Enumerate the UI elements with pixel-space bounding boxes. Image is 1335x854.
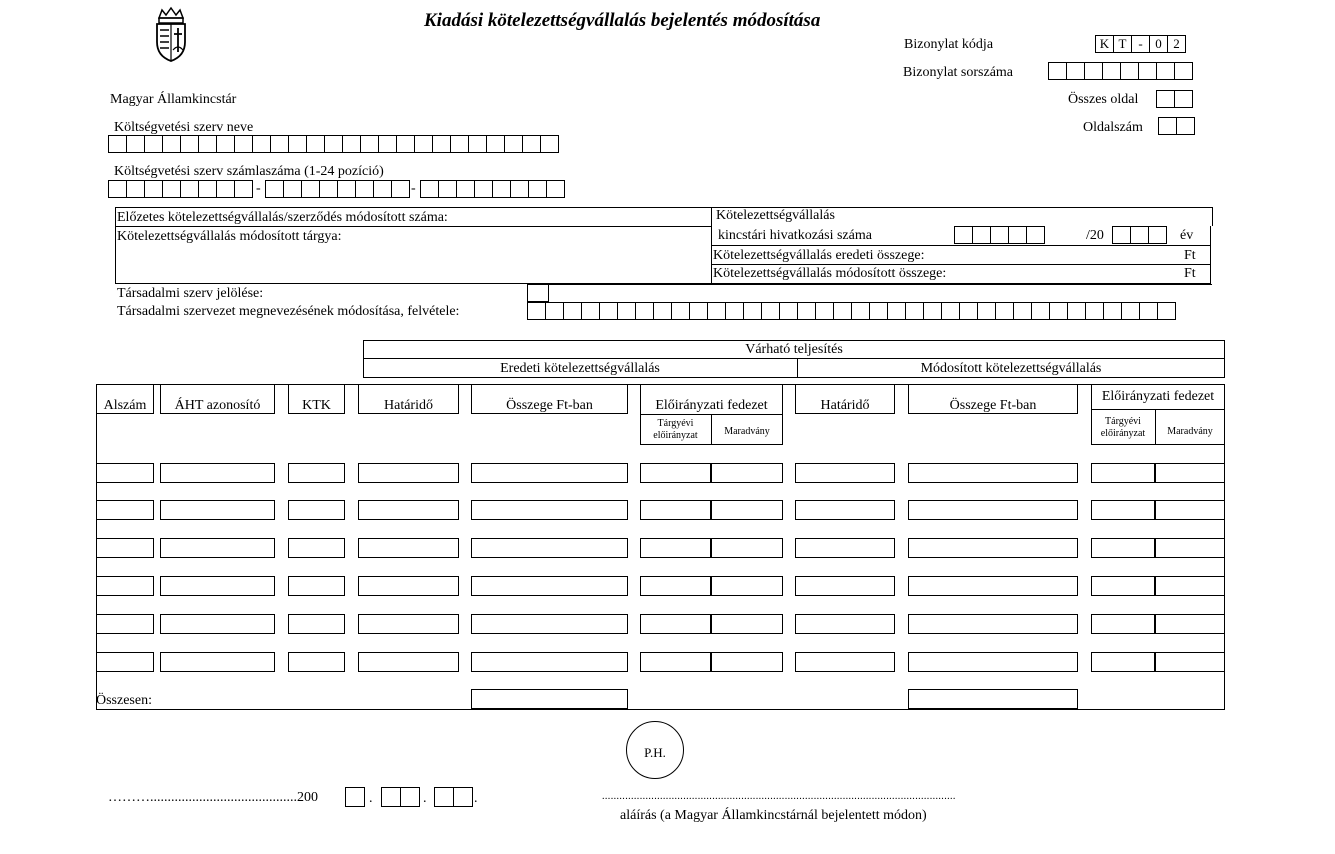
table-cell[interactable] — [288, 538, 345, 558]
char-box[interactable] — [1066, 62, 1085, 80]
char-box[interactable] — [1026, 226, 1045, 244]
char-box[interactable] — [108, 180, 127, 198]
char-box[interactable] — [707, 302, 726, 320]
char-box[interactable] — [1156, 90, 1175, 108]
char-box[interactable] — [162, 135, 181, 153]
char-box[interactable] — [1102, 62, 1121, 80]
char-box[interactable] — [869, 302, 888, 320]
char-box[interactable] — [378, 135, 397, 153]
char-box[interactable] — [1048, 62, 1067, 80]
char-box[interactable] — [522, 135, 541, 153]
table-cell[interactable] — [640, 614, 711, 634]
char-box[interactable] — [761, 302, 780, 320]
char-box[interactable] — [306, 135, 325, 153]
table-cell[interactable] — [358, 614, 459, 634]
char-box[interactable] — [797, 302, 816, 320]
table-cell[interactable] — [711, 463, 783, 483]
divider — [1212, 207, 1213, 226]
char-box[interactable] — [1174, 62, 1193, 80]
char-box[interactable] — [1158, 117, 1177, 135]
stamp-label: P.H. — [644, 745, 666, 760]
date-sep: . — [369, 791, 373, 806]
char-box[interactable] — [492, 180, 511, 198]
char-box[interactable] — [216, 135, 235, 153]
ref-number-boxes[interactable] — [954, 226, 1044, 244]
prev-number-label: Előzetes kötelezettségvállalás/szerződés módosított száma: — [117, 210, 448, 225]
char-box[interactable] — [144, 135, 163, 153]
table-cell[interactable] — [471, 463, 628, 483]
table-cell[interactable] — [96, 576, 154, 596]
col-ktk: KTK — [302, 398, 331, 413]
table-cell[interactable] — [160, 576, 275, 596]
char-box[interactable] — [400, 787, 420, 807]
char-box[interactable] — [180, 180, 199, 198]
char-box[interactable] — [438, 180, 457, 198]
currency: Ft — [1184, 266, 1196, 281]
char-box[interactable] — [1120, 62, 1139, 80]
total-pages-boxes[interactable] — [1156, 90, 1192, 108]
table-cell[interactable] — [795, 463, 895, 483]
char-box[interactable] — [725, 302, 744, 320]
col-subnumber: Alszám — [103, 398, 147, 413]
table-cell[interactable] — [96, 500, 154, 520]
char-box[interactable] — [396, 135, 415, 153]
signature-dots: .......................................................................................................................... — [602, 791, 956, 802]
char-box[interactable] — [1130, 226, 1149, 244]
account-separator: - — [256, 181, 261, 196]
sub-current-2: előirányzat — [653, 430, 698, 441]
date-month-boxes[interactable] — [381, 787, 419, 807]
table-cell[interactable] — [795, 614, 895, 634]
char-box[interactable] — [126, 180, 145, 198]
char-box[interactable] — [216, 180, 235, 198]
table-cell[interactable] — [640, 576, 711, 596]
doc-code-char: T — [1113, 35, 1132, 53]
char-box[interactable] — [1176, 117, 1195, 135]
table-cell[interactable] — [795, 652, 895, 672]
col-deadline: Határidő — [384, 398, 433, 413]
year-boxes[interactable] — [1112, 226, 1166, 244]
total-pages-label: Összes oldal — [1068, 92, 1139, 107]
char-box[interactable] — [381, 787, 401, 807]
table-cell[interactable] — [1091, 614, 1155, 634]
table-cell[interactable] — [795, 500, 895, 520]
table-cell[interactable] — [471, 500, 628, 520]
table-cell[interactable] — [640, 538, 711, 558]
table-cell[interactable] — [795, 576, 895, 596]
original-label: Eredeti kötelezettségvállalás — [500, 361, 660, 376]
char-box[interactable] — [144, 180, 163, 198]
table-cell[interactable] — [471, 652, 628, 672]
char-box[interactable] — [887, 302, 906, 320]
doc-code-char: 0 — [1149, 35, 1168, 53]
page-number-label: Oldalszám — [1083, 120, 1143, 135]
account-part-3[interactable] — [420, 180, 564, 198]
char-box[interactable] — [851, 302, 870, 320]
char-box[interactable] — [504, 135, 523, 153]
divider — [712, 264, 1211, 265]
char-box[interactable] — [1148, 226, 1167, 244]
sub-current-1: Tárgyévi — [657, 418, 694, 429]
col-deadline-mod: Határidő — [820, 398, 870, 413]
char-box[interactable] — [434, 787, 454, 807]
char-box[interactable] — [180, 135, 199, 153]
char-box[interactable] — [941, 302, 960, 320]
ref-label: kincstári hivatkozási száma — [718, 228, 872, 243]
table-cell[interactable] — [1155, 576, 1225, 596]
table-cell[interactable] — [711, 500, 783, 520]
char-box[interactable] — [779, 302, 798, 320]
table-cell[interactable] — [1155, 538, 1225, 558]
table-cell[interactable] — [908, 652, 1078, 672]
table-cell[interactable] — [160, 500, 275, 520]
char-box[interactable] — [1112, 226, 1131, 244]
sub-remaining: Maradvány — [1167, 426, 1213, 437]
modified-amount-label: Kötelezettségvállalás módosított összege: — [713, 266, 947, 281]
total-modified-amount[interactable] — [908, 689, 1078, 709]
table-cell[interactable] — [96, 652, 154, 672]
table-cell[interactable] — [471, 538, 628, 558]
table-cell[interactable] — [288, 463, 345, 483]
table-cell[interactable] — [711, 614, 783, 634]
char-box[interactable] — [432, 135, 451, 153]
char-box[interactable] — [342, 135, 361, 153]
table-cell[interactable] — [160, 652, 275, 672]
char-box[interactable] — [234, 135, 253, 153]
table-cell[interactable] — [1091, 538, 1155, 558]
divider — [712, 245, 1211, 246]
table-cell[interactable] — [288, 652, 345, 672]
table-cell[interactable] — [711, 652, 783, 672]
social-name-label: Társadalmi szervezet megnevezésének módosítása, felvétele: — [117, 304, 460, 319]
table-cell[interactable] — [1091, 576, 1155, 596]
total-label: Összesen: — [96, 693, 152, 708]
char-box[interactable] — [234, 180, 253, 198]
divider — [1210, 226, 1211, 284]
col-amount: Összege Ft-ban — [506, 398, 593, 413]
char-box[interactable] — [474, 180, 493, 198]
table-cell[interactable] — [1155, 463, 1225, 483]
year-prefix: /20 — [1086, 228, 1104, 243]
char-box[interactable] — [1103, 302, 1122, 320]
char-box[interactable] — [420, 180, 439, 198]
table-cell[interactable] — [640, 463, 711, 483]
table-cell[interactable] — [288, 576, 345, 596]
char-box[interactable] — [1067, 302, 1086, 320]
char-box[interactable] — [252, 135, 271, 153]
char-box[interactable] — [653, 302, 672, 320]
table-cell[interactable] — [1155, 614, 1225, 634]
table-cell[interactable] — [358, 538, 459, 558]
table-cell[interactable] — [160, 538, 275, 558]
char-box[interactable] — [198, 135, 217, 153]
account-part-2[interactable] — [265, 180, 409, 198]
currency: Ft — [1184, 248, 1196, 263]
char-box[interactable] — [270, 135, 289, 153]
sub-remaining: Maradvány — [724, 426, 770, 437]
char-box[interactable] — [391, 180, 410, 198]
sub-current-2: előirányzat — [1100, 428, 1146, 439]
table-cell[interactable] — [288, 614, 345, 634]
col-coverage-mod: Előirányzati fedezet — [1101, 389, 1215, 404]
char-box[interactable] — [527, 302, 546, 320]
char-box[interactable] — [905, 302, 924, 320]
table-cell[interactable] — [908, 614, 1078, 634]
char-box[interactable] — [337, 180, 356, 198]
date-sep: . — [423, 791, 427, 806]
table-cell[interactable] — [96, 614, 154, 634]
col-aht: ÁHT azonosító — [174, 398, 261, 413]
char-box[interactable] — [360, 135, 379, 153]
char-box[interactable] — [743, 302, 762, 320]
table-cell[interactable] — [1091, 463, 1155, 483]
col-amount-mod: Összege Ft-ban — [949, 398, 1037, 413]
char-box[interactable] — [977, 302, 996, 320]
table-cell[interactable] — [96, 538, 154, 558]
original-amount-label: Kötelezettségvállalás eredeti összege: — [713, 248, 925, 263]
table-cell[interactable] — [711, 538, 783, 558]
sub-current-1: Tárgyévi — [1105, 416, 1141, 427]
account-part-1[interactable] — [108, 180, 252, 198]
account-separator: - — [411, 181, 416, 196]
char-box[interactable] — [599, 302, 618, 320]
doc-code-char: - — [1131, 35, 1150, 53]
social-mark-box[interactable] — [527, 284, 549, 302]
char-box[interactable] — [468, 135, 487, 153]
table-cell[interactable] — [711, 576, 783, 596]
divider — [115, 226, 712, 227]
expected-label: Várható teljesítés — [745, 342, 843, 357]
char-box[interactable] — [1084, 62, 1103, 80]
org-name-boxes[interactable] — [108, 135, 558, 153]
doc-serial-label: Bizonylat sorszáma — [903, 65, 1014, 80]
treasury-name: Magyar Államkincstár — [110, 92, 237, 107]
modified-label: Módosított kötelezettségvállalás — [920, 361, 1102, 376]
char-box[interactable] — [1013, 302, 1032, 320]
table-cell[interactable] — [640, 652, 711, 672]
char-box[interactable] — [198, 180, 217, 198]
table-cell[interactable] — [358, 652, 459, 672]
table-cell[interactable] — [160, 614, 275, 634]
char-box[interactable] — [1031, 302, 1050, 320]
table-cell[interactable] — [1155, 652, 1225, 672]
doc-serial-boxes[interactable] — [1048, 62, 1192, 80]
date-sep: . — [474, 791, 478, 806]
char-box[interactable] — [456, 180, 475, 198]
total-original-amount[interactable] — [471, 689, 628, 709]
char-box[interactable] — [1174, 90, 1193, 108]
char-box[interactable] — [546, 180, 565, 198]
social-mark-label: Társadalmi szerv jelölése: — [117, 286, 264, 301]
char-box[interactable] — [486, 135, 505, 153]
table-cell[interactable] — [908, 576, 1078, 596]
col-coverage: Előirányzati fedezet — [655, 398, 768, 413]
char-box[interactable] — [1085, 302, 1104, 320]
table-cell[interactable] — [1091, 500, 1155, 520]
char-box[interactable] — [995, 302, 1014, 320]
char-box[interactable] — [833, 302, 852, 320]
char-box[interactable] — [990, 226, 1009, 244]
table-cell[interactable] — [288, 500, 345, 520]
char-box[interactable] — [528, 180, 547, 198]
char-box[interactable] — [540, 135, 559, 153]
char-box[interactable] — [581, 302, 600, 320]
char-box[interactable] — [453, 787, 473, 807]
table-cell[interactable] — [908, 500, 1078, 520]
table-cell[interactable] — [96, 463, 154, 483]
char-box[interactable] — [1139, 302, 1158, 320]
doc-code-boxes — [1095, 35, 1185, 53]
char-box[interactable] — [414, 135, 433, 153]
char-box[interactable] — [301, 180, 320, 198]
char-box[interactable] — [689, 302, 708, 320]
table-cell[interactable] — [358, 576, 459, 596]
doc-code-char: 2 — [1167, 35, 1186, 53]
char-box[interactable] — [283, 180, 302, 198]
char-box[interactable] — [815, 302, 834, 320]
char-box[interactable] — [162, 180, 181, 198]
char-box[interactable] — [1157, 302, 1176, 320]
char-box[interactable] — [108, 135, 127, 153]
doc-code-label: Bizonylat kódja — [904, 37, 994, 52]
ref-title: Kötelezettségvállalás — [716, 208, 835, 223]
table-cell[interactable] — [358, 463, 459, 483]
char-box[interactable] — [671, 302, 690, 320]
table-cell[interactable] — [160, 463, 275, 483]
char-box[interactable] — [324, 135, 343, 153]
char-box[interactable] — [563, 302, 582, 320]
char-box[interactable] — [545, 302, 564, 320]
table-cell[interactable] — [908, 538, 1078, 558]
char-box[interactable] — [959, 302, 978, 320]
char-box[interactable] — [126, 135, 145, 153]
char-box[interactable] — [1049, 302, 1068, 320]
char-box[interactable] — [972, 226, 991, 244]
divider — [549, 284, 1212, 285]
divider — [363, 358, 1225, 359]
subject-label: Kötelezettségvállalás módosított tárgya: — [117, 229, 342, 244]
char-box[interactable] — [1156, 62, 1175, 80]
page-number-boxes[interactable] — [1158, 117, 1194, 135]
hungarian-coat-of-arms — [154, 6, 188, 62]
char-box[interactable] — [617, 302, 636, 320]
table-cell[interactable] — [358, 500, 459, 520]
account-label: Költségvetési szerv számlaszáma (1-24 pozíció) — [114, 164, 384, 179]
char-box[interactable] — [288, 135, 307, 153]
char-box[interactable] — [1138, 62, 1157, 80]
table-cell[interactable] — [908, 463, 1078, 483]
char-box[interactable] — [1008, 226, 1027, 244]
form-title: Kiadási kötelezettségvállalás bejelentés módosítása — [424, 10, 821, 31]
char-box[interactable] — [923, 302, 942, 320]
date-year-box[interactable] — [345, 787, 365, 807]
char-box[interactable] — [319, 180, 338, 198]
char-box[interactable] — [265, 180, 284, 198]
signature-label: aláírás (a Magyar Államkincstárnál bejelentett módon) — [620, 808, 927, 823]
char-box[interactable] — [450, 135, 469, 153]
doc-code-char: K — [1095, 35, 1114, 53]
date-day-boxes[interactable] — [434, 787, 472, 807]
social-name-boxes[interactable] — [527, 302, 1175, 320]
year-suffix: év — [1180, 228, 1194, 243]
table-cell[interactable] — [471, 614, 628, 634]
table-cell[interactable] — [1155, 500, 1225, 520]
table-cell[interactable] — [795, 538, 895, 558]
char-box[interactable] — [355, 180, 374, 198]
divider — [1091, 409, 1225, 410]
table-cell[interactable] — [471, 576, 628, 596]
table-cell[interactable] — [1091, 652, 1155, 672]
org-name-label: Költségvetési szerv neve — [114, 120, 254, 135]
char-box[interactable] — [954, 226, 973, 244]
date-dots: ………..........................................200 — [108, 790, 318, 805]
table-cell[interactable] — [640, 500, 711, 520]
char-box[interactable] — [373, 180, 392, 198]
char-box[interactable] — [1121, 302, 1140, 320]
char-box[interactable] — [510, 180, 529, 198]
char-box[interactable] — [635, 302, 654, 320]
